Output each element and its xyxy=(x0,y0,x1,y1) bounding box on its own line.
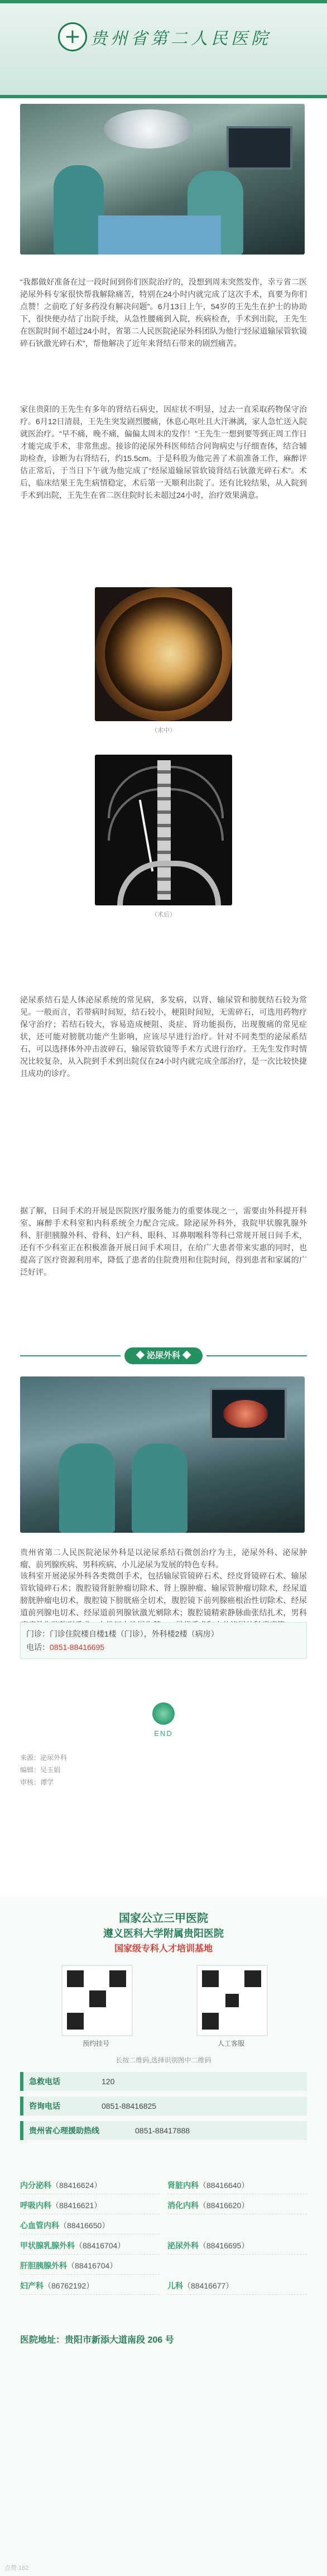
contact-row xyxy=(20,2097,307,2116)
contact-label: 急救电话 xyxy=(29,2077,60,2086)
contact-value[interactable]: 120 xyxy=(102,2077,115,2086)
surgeon-figure xyxy=(59,1443,115,1533)
qr-finder xyxy=(67,1970,84,1987)
end-leaf-icon xyxy=(152,1702,175,1725)
like-count: 点赞 162 xyxy=(4,2565,29,2572)
article-paragraph: “我都做好准备在过一段时间到你们医院治疗的，没想到周末突然发作，幸亏省二医泌尿外科专家很快帮我解除痛苦，特别在24小时内就完成了这次手术，真要为你们点赞！之前吃了好多药没有解决问题”。6月13日上午，54岁的王先生在护士的协助下，很快便办结了出院手续，从急性腰痛到入院，疾病检查，手术到出院，王先生在医院时间不超过24小时，省第二人民医院泌尿外科团队为他行“经尿道输尿管软镜碎石钬激光碎石术”，帮他解决了近年来肾结石带来的剧烈痛苦。 xyxy=(20,277,307,348)
contact-value[interactable]: 0851-88417888 xyxy=(135,2126,190,2135)
qr-caption: 人工客服 xyxy=(217,2040,244,2047)
surgeon-figure xyxy=(132,1443,187,1533)
article-paragraph: 据了解，日间手术的开展是医院医疗服务能力的重要体现之一，需要由外科提开科室、麻醉手术科室和内科系统全力配合完成。除泌尿外科外，我院甲状腺乳腺外科、肝胆胰腺外科、骨科、妇产科、眼科、耳鼻咽喉科等科已常规开展日间手术，还有不少科室正在积极准备开展日间手术项目，在给广大患者带来实惠的同时，也提高了医疗资源利用率，降低了患者的住院费用和住院时间，得到患者和家属的广泛好评。 xyxy=(20,1206,307,1277)
article-paragraph: 泌尿系结石是人体泌尿系统的常见病，多发病，以肾、输尿管和膀胱结石较为常见。一般而言，若带病时间短，结石较小，梗阻时间短，无需碎石，可选用药物疗保守治疗；若结石较大，容易造成梗阻、炎症、肾功能损伤，出现腹痛的常见症状，还可能对膀胱功能产生影响，应该尽早进行治疗。针对不同类型的泌尿系结石，可以选择体外冲击波碎石，输尿管软镜等手术方式进行治疗。王先生发作时情况比较复杂，从入院到手术到出院仅在24小时内就完成全部治疗，是一次比较快捷且成功的诊疗。 xyxy=(20,995,307,1078)
footer-card xyxy=(0,1897,327,2576)
dept-phone-item[interactable]: 甲状腺乳腺外科（88416704） xyxy=(20,2237,160,2254)
qr-module xyxy=(89,1990,106,2007)
qr-finder xyxy=(244,1970,261,1987)
header-banner xyxy=(0,0,327,98)
operating-room-photo xyxy=(20,104,305,255)
clinic-phone-row xyxy=(26,1640,301,1654)
footer-subtitle: 遵义医科大学附属贵阳医院 xyxy=(103,1928,224,1939)
photo-caption: （术中） xyxy=(151,727,176,734)
photo-caption: （术后） xyxy=(151,912,176,918)
clinic-info-box xyxy=(20,1622,307,1659)
hospital-name: 贵州省第二人民医院 xyxy=(90,29,271,49)
article-editor: 编辑：吴玉娟 xyxy=(20,1766,61,1774)
divider-line xyxy=(20,1355,121,1356)
department-intro: 贵州省第二人民医院泌尿外科是以泌尿系结石微创治疗为主，泌尿外科、泌尿肿瘤、前列腺疾病、男科疾病、小儿泌尿为发展的特色专科。 xyxy=(20,1548,307,1569)
dept-phone-item[interactable]: 肝胆胰腺外科（88416704） xyxy=(20,2257,160,2275)
section-pill: ◆ 泌尿外科 ◆ xyxy=(124,1347,203,1364)
scope-vignette xyxy=(105,597,222,711)
clinic-phone[interactable]: 0851-88416695 xyxy=(50,1643,105,1652)
endoscopy-stone-photo xyxy=(95,587,232,721)
dept-phone-item[interactable]: 消化内科（88416620） xyxy=(167,2197,307,2214)
hospital-address: 医院地址：贵阳市新添大道南段 206 号 xyxy=(20,2335,174,2345)
dept-phone-item[interactable]: 妇产科（86762192） xyxy=(20,2277,160,2295)
qr-module xyxy=(225,1994,239,2007)
article-reviewer: 审核：谭学 xyxy=(20,1778,54,1786)
end-text: END xyxy=(154,1729,173,1738)
article-paragraph: 家住贵阳的王先生有多年的肾结石病史，因症状不明显，过去一直采取药物保守治疗。6月12日清晨，王先生突发剧烈腰痛，休息心呕吐且大汗淋漓，家人急忙送入院就医治疗。“早不痛，晚不痛，偏偏太周末的发作！”王先生一想到要等到正周工作日才能完成手术，非常焦虑。接诊的泌尿外科医师结合问询病史与仔细查体，结合辅助检查，诊断为右肾结石，约15.5cm。于是科股为他完善了术前准备工作，麻醉评估正常后，于当日下午就为他完成了“经尿道输尿管软镜肾结石钬激光碎石术”。术后，临床结果王先生病情稳定，术后第一天顺利出院了。还有比较结果，从入院到手术到出院，王先生在省二医住院时长未超过24小时，治疗效果满意。 xyxy=(20,405,307,500)
qr-caption: 预约挂号 xyxy=(82,2040,109,2047)
contact-label: 贵州省心理援助热线 xyxy=(29,2126,99,2135)
footer-title: 国家公立三甲医院 xyxy=(119,1912,208,1925)
department-photo xyxy=(20,1376,305,1533)
contact-row xyxy=(20,2121,307,2140)
qr-finder xyxy=(202,1970,219,1987)
qr-finder xyxy=(109,1970,126,1987)
dept-phone-item[interactable]: 呼吸内科（88416621） xyxy=(20,2197,160,2214)
dept-phone-item[interactable]: 肾脏内科（88416640） xyxy=(167,2177,307,2194)
clinic-phone-label: 电话： xyxy=(26,1643,50,1652)
xray-pelvis xyxy=(117,861,221,905)
dept-phone-item[interactable]: 内分泌科（88416624） xyxy=(20,2177,160,2194)
surgical-lamp xyxy=(104,109,193,148)
dept-phone-item[interactable]: 心血管内科（88416650） xyxy=(20,2217,160,2234)
dept-phone-item[interactable]: 儿科（88416677） xyxy=(167,2277,307,2295)
section-divider xyxy=(0,1347,327,1364)
qr-code-appointment[interactable] xyxy=(61,1965,133,2036)
qr-note: 长按二维码,选择识别图中二维码 xyxy=(116,2056,211,2064)
surgeon-figure xyxy=(54,165,104,255)
article-source: 来源：泌尿外科 xyxy=(20,1754,68,1762)
contact-label: 咨询电话 xyxy=(29,2102,60,2110)
hospital-logo xyxy=(58,22,87,51)
banner-bottom-line xyxy=(0,95,327,98)
qr-finder xyxy=(202,2013,219,2030)
banner-top-line xyxy=(0,0,327,3)
clinic-hours: 门诊：门诊住院楼自楼1楼（门诊），外科楼2楼（病房） xyxy=(26,1629,219,1638)
xray-photo xyxy=(95,755,232,905)
footer-tagline: 国家级专科人才培训基地 xyxy=(114,1944,213,1954)
qr-finder xyxy=(67,2013,84,2030)
contact-row xyxy=(20,2072,307,2091)
operating-table xyxy=(98,215,221,255)
dept-phone-item[interactable]: 泌尿外科（88416695） xyxy=(167,2237,307,2254)
divider-line xyxy=(206,1355,307,1356)
contact-value[interactable]: 0851-88416825 xyxy=(102,2102,157,2110)
qr-code-service[interactable] xyxy=(196,1965,268,2036)
endoscope-monitor xyxy=(210,1388,287,1440)
monitor-screen xyxy=(227,126,292,170)
department-services: 该科室开展泌尿外科各类微创手术，包括输尿管镜碎石术、经皮肾镜碎石术、输尿管软镜碎石术；腹腔镜肾脏肿瘤切除术、肾上腺肿瘤、输尿管肿瘤切除术，经尿道膀胱肿瘤电切术，腹腔镜下膀胱癌全切术，腹腔镜下前列腺癌根治性切除术、经尿道前列腺电切术、经尿道前列腺钬激光剜除术；腹腔镜精索静脉曲张结扎术，男科 xyxy=(20,1571,307,1617)
